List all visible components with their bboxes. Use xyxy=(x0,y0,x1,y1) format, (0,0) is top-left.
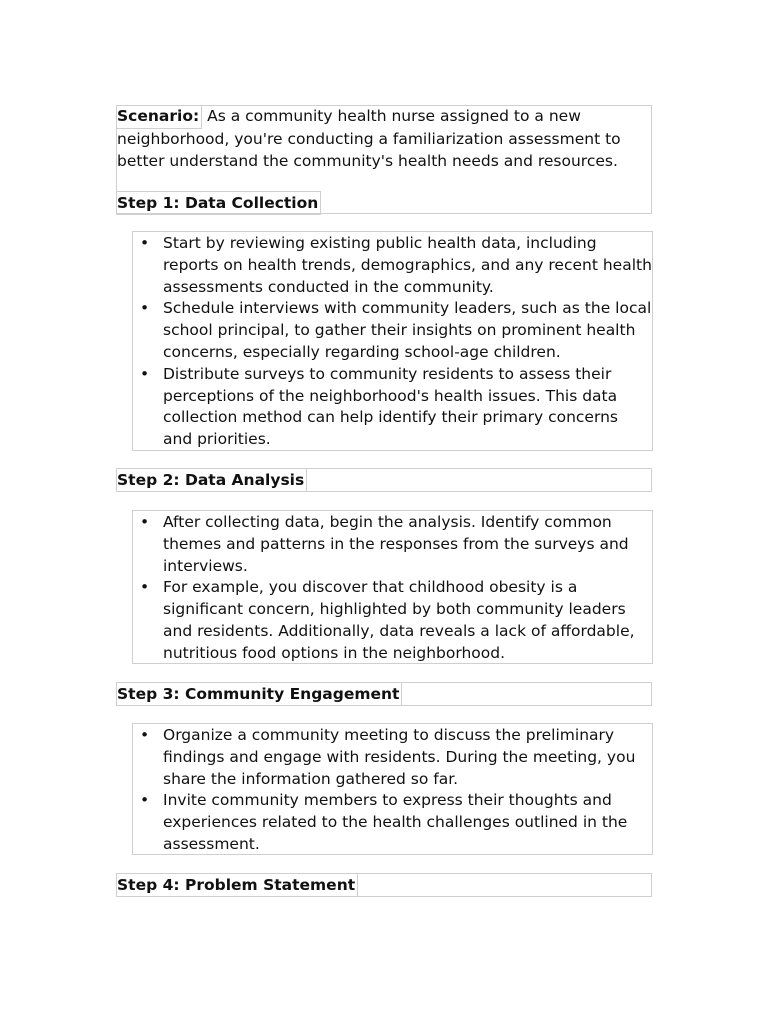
bullet-icon: • xyxy=(140,513,150,531)
list-item xyxy=(140,577,652,664)
scenario-text: As a community health nurse assigned to a new neighborhood, you're conducting a familiarization assessment to better understand the community's health needs and resources. xyxy=(117,107,621,170)
bullet-icon: • xyxy=(140,234,150,252)
list-item xyxy=(140,512,652,577)
list-item xyxy=(140,725,652,790)
list-item-text: Start by reviewing existing public health data, including reports on health trends, demographics, and any recent health assessments conducted in the community. xyxy=(163,234,652,296)
scenario-block xyxy=(116,105,652,214)
list-item xyxy=(140,790,652,855)
step-3-list-box xyxy=(132,723,653,855)
list-item-text: For example, you discover that childhood obesity is a significant concern, highlighted by both community leaders and residents. Additionally, data reveals a lack of affordable, nutritious food options in the neighborhood. xyxy=(163,578,635,662)
bullet-icon: • xyxy=(140,299,150,318)
bullet-icon: • xyxy=(140,726,150,744)
list-item-text: After collecting data, begin the analysis. Identify common themes and patterns in the responses from the surveys and interviews. xyxy=(163,513,629,575)
list-item xyxy=(140,298,652,363)
bullet-icon: • xyxy=(140,578,150,597)
step-1-heading-inline xyxy=(116,191,321,215)
step-3-heading-inline xyxy=(116,682,402,706)
step-1-heading: Step 1: Data Collection xyxy=(117,194,319,212)
scenario-paragraph xyxy=(117,106,649,172)
step-1-heading-box xyxy=(116,191,321,215)
list-item-text: Invite community members to express their thoughts and experiences related to the health challenges outlined in the assessment. xyxy=(163,791,628,853)
scenario-label: Scenario: xyxy=(117,107,200,125)
step-2-list xyxy=(133,512,652,665)
bullet-icon: • xyxy=(140,364,150,383)
scenario-label-box xyxy=(117,106,202,129)
step-4-heading-box xyxy=(116,873,652,897)
list-item xyxy=(140,364,652,451)
step-3-heading: Step 3: Community Engagement xyxy=(117,685,400,703)
list-item-text: Schedule interviews with community leaders, such as the local school principal, to gather their insights on prominent health concerns, especially regarding school-age children. xyxy=(163,299,652,361)
step-2-heading: Step 2: Data Analysis xyxy=(117,471,305,489)
step-2-heading-box xyxy=(116,468,652,492)
list-item-text: Distribute surveys to community residents to assess their perceptions of the neighborhood's health issues. This data collection method can help identify their primary concerns and priorities. xyxy=(163,364,618,449)
step-1-list xyxy=(133,233,652,451)
bullet-icon: • xyxy=(140,791,150,810)
step-4-heading-inline xyxy=(116,873,358,897)
step-3-heading-box xyxy=(116,682,652,706)
list-item xyxy=(140,233,652,298)
step-2-heading-inline xyxy=(116,468,307,492)
list-item-text: Organize a community meeting to discuss the preliminary findings and engage with residents. During the meeting, you share the information gathered so far. xyxy=(163,726,636,788)
step-1-list-box xyxy=(132,231,653,451)
step-2-list-box xyxy=(132,510,653,664)
step-3-list xyxy=(133,725,652,856)
step-4-heading: Step 4: Problem Statement xyxy=(117,876,356,894)
